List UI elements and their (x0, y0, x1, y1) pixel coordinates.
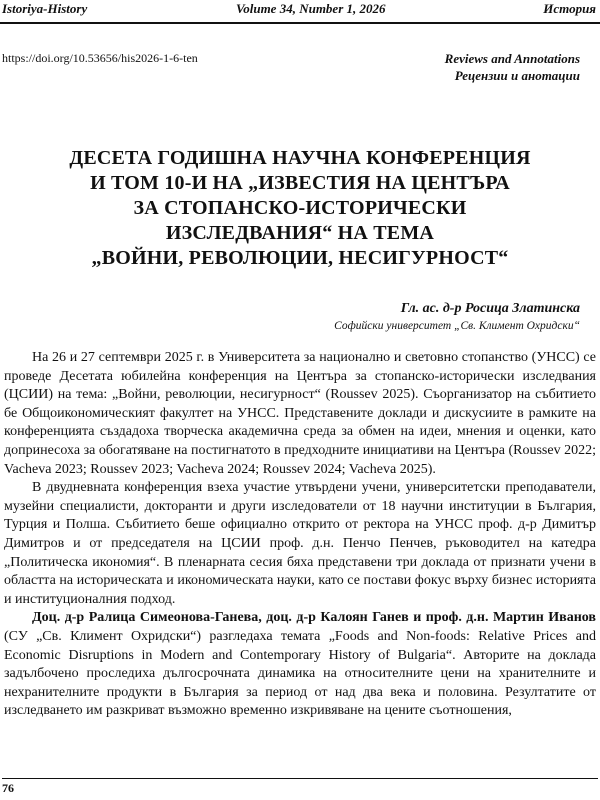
section-label-bg: Рецензии и анотации (454, 68, 580, 83)
presenter-names: Доц. д-р Ралица Симеонова-Ганева, доц. д-р Калоян Ганев и проф. д.н. Мартин Иванов (32, 610, 596, 626)
body-paragraph-text: В двудневната конференция взеха участие утвърдени учени, университетски преподаватели, музейни специалисти, докторанти и други изследователи от 18 научни институции в България, Турция и Полша. Събитието беше официално открито от ректора на УНСС проф. д-р Димитър Димитров и от председателя на ЦСИИ проф. д.н. Пенчо Пенчев, ръководител на катедра „Политическа икономия“. В пленарната сесия бяха представени три доклада от признати учени в областта на историческата и икономическата науки, като се постави фокус върху бизнес историята и институционалния подход. (4, 480, 596, 607)
body-paragraph (4, 479, 596, 609)
title-line: И ТОМ 10-И НА „ИЗВЕСТИЯ НА ЦЕНТЪРА (90, 172, 510, 194)
article-body (4, 349, 596, 721)
journal-name: Istoriya-History (2, 1, 88, 16)
running-header (0, 0, 600, 24)
author-name: Гл. ас. д-р Росица Златинска (400, 301, 580, 316)
page-number: 76 (2, 778, 598, 796)
doi-link[interactable]: https://doi.org/10.53656/his2026-1-6-ten (2, 51, 198, 65)
body-paragraph: На 26 и 27 септември 2025 г. в Университета за национално и световно стопанство (УНСС) се проведе Десетата юбилейна конференция на Центъра за стопанско-исторически изследвания (ЦСИИ) на тема: „Войни, революции, несигурност“ (Roussev 2025). Съорганизатор на събитието бе Общоикономическият факултет на УНСС. Представените доклади и дискусиите в рамките на конференцията създадоха творческа академична среда за обмен на идеи, мнения и оценки, като допринесоха за обогатяване на постигнатото в предходните инициативи на Центъра (Roussev 2022; Vacheva 2023; Roussev 2023; Vacheva 2024; Roussev 2024; Vacheva 2025). (4, 350, 596, 477)
body-paragraph-text: (СУ „Св. Климент Охридски“) разгледаха темата „Foods and Non-foods: Relative Prices and Economic Disruptions in Modern and Contemporary History of Bulgaria“. Авторите на доклада задълбочено проследиха дългосрочната динамика на относителните цени на хранителните и нехранителните продукти в България за период от над два века и половина. Резултатите от изследването им разкриват възможно временно изкривяване на цените съотношения, (4, 628, 596, 719)
journal-name-bg: История (543, 1, 596, 16)
section-label-en: Reviews and Annotations (444, 51, 580, 66)
volume-info: Volume 34, Number 1, 2026 (236, 1, 386, 16)
title-line: ИЗСЛЕДВАНИЯ“ НА ТЕМА (165, 222, 435, 244)
body-paragraph (4, 609, 596, 721)
article-title (20, 146, 580, 271)
section-label (445, 50, 580, 84)
author-affiliation: Софийски университет „Св. Климент Охридски“ (334, 320, 580, 332)
title-line: ЗА СТОПАНСКО-ИСТОРИЧЕСКИ (133, 197, 467, 219)
title-line: „ВОЙНИ, РЕВОЛЮЦИИ, НЕСИГУРНОСТ“ (91, 247, 509, 269)
title-line: ДЕСЕТА ГОДИШНА НАУЧНА КОНФЕРЕНЦИЯ (69, 147, 531, 169)
author-block (334, 300, 580, 334)
